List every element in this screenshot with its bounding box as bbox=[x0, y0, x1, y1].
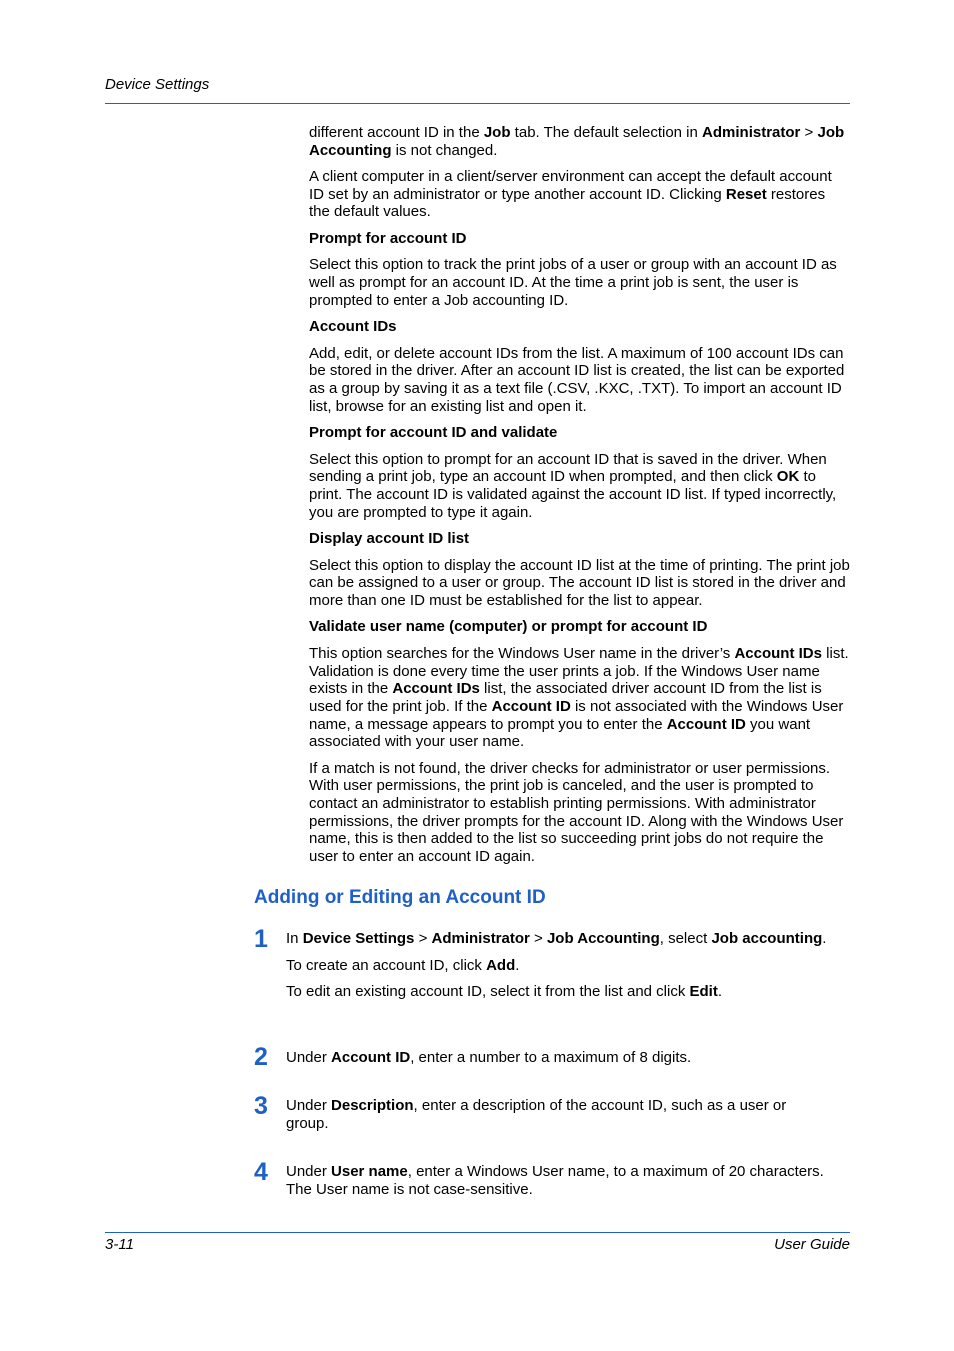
subheading-account-ids: Account IDs bbox=[309, 317, 397, 335]
running-header: Device Settings bbox=[105, 76, 210, 93]
step-1-line-1: In Device Settings > Administrator > Job Accounting, select Job accounting. bbox=[286, 930, 827, 947]
subheading-username: Validate user name (computer) or prompt for account ID bbox=[309, 618, 708, 636]
prompt-paragraph: Select this option to track the print jobs of a user or group with an account ID as well as prompt for an account ID. At the time a print job is sent, the user is prompted to enter a Job accounting ID. bbox=[309, 256, 837, 309]
subheading-validate: Prompt for account ID and validate bbox=[309, 423, 558, 441]
display-paragraph: Select this option to display the account ID list at the time of printing. The print job can be assigned to a user or group. The account ID list is stored in the driver and more than one ID must be established for the list to appear. bbox=[309, 556, 850, 609]
step-number-3: 3 bbox=[254, 1092, 268, 1120]
page-number: 3-11 bbox=[105, 1236, 134, 1253]
step-1-line-2: To create an account ID, click Add. bbox=[286, 956, 520, 974]
subheading-prompt: Prompt for account ID bbox=[309, 229, 467, 247]
username-paragraph: This option searches for the Windows User name in the driver’s Account IDs list. Validation is done every time the user prints a job. If the Windows User name exists in the Account IDs list, the associated driver account ID from the list is used for the print job. If the Account ID is not associated with the Windows User name, a message appears to prompt you to enter the Account ID you want associated with your user name. bbox=[309, 644, 849, 751]
intro-paragraph: different account ID in the Job tab. The default selection in Administrator > Job Accounting is not changed. bbox=[309, 124, 845, 159]
no-match-paragraph: If a match is not found, the driver checks for administrator or user permissions. With user permissions, the print job is canceled, and the user is prompted to contact an administrator to establish printing permissions. With administrator permissions, the driver prompts for the account ID. Along with the Windows User name, this is then added to the list so succeeding print jobs do not require the user to enter an account ID again. bbox=[309, 759, 844, 866]
step-number-2: 2 bbox=[254, 1043, 268, 1071]
validate-paragraph: Select this option to prompt for an account ID that is saved in the driver. When sending a print job, type an account ID when prompted, and then click OK to print. The account ID is validated against the account ID list. If typed incorrectly, you are prompted to type it again. bbox=[309, 450, 837, 521]
header-rule bbox=[105, 103, 850, 104]
footer-rule bbox=[105, 1232, 850, 1233]
step-3-text: Under Description, enter a description of the account ID, such as a user or group. bbox=[286, 1097, 787, 1132]
step-4-text: Under User name, enter a Windows User name, to a maximum of 20 characters. The User name is not case-sensitive. bbox=[286, 1163, 824, 1198]
step-1-line-3: To edit an existing account ID, select it from the list and click Edit. bbox=[286, 983, 723, 1001]
section-heading: Adding or Editing an Account ID bbox=[254, 887, 546, 908]
step-1-text bbox=[286, 930, 831, 1001]
step-number-1: 1 bbox=[254, 925, 268, 953]
account-ids-paragraph: Add, edit, or delete account IDs from the list. A maximum of 100 account IDs can be stored in the driver. After an account ID list is created, the list can be exported as a group by saving it as a text file (.CSV, .KXC, .TXT). To import an account ID list, browse for an existing list and open it. bbox=[309, 344, 845, 415]
main-content bbox=[309, 124, 850, 874]
footer-doc-title: User Guide bbox=[774, 1236, 850, 1253]
subheading-display: Display account ID list bbox=[309, 529, 470, 547]
step-number-4: 4 bbox=[254, 1158, 268, 1186]
client-server-paragraph: A client computer in a client/server environment can accept the default account ID set by an administrator or type another account ID. Clicking Reset restores the default values. bbox=[309, 167, 832, 221]
step-2-text: Under Account ID, enter a number to a maximum of 8 digits. bbox=[286, 1049, 692, 1066]
